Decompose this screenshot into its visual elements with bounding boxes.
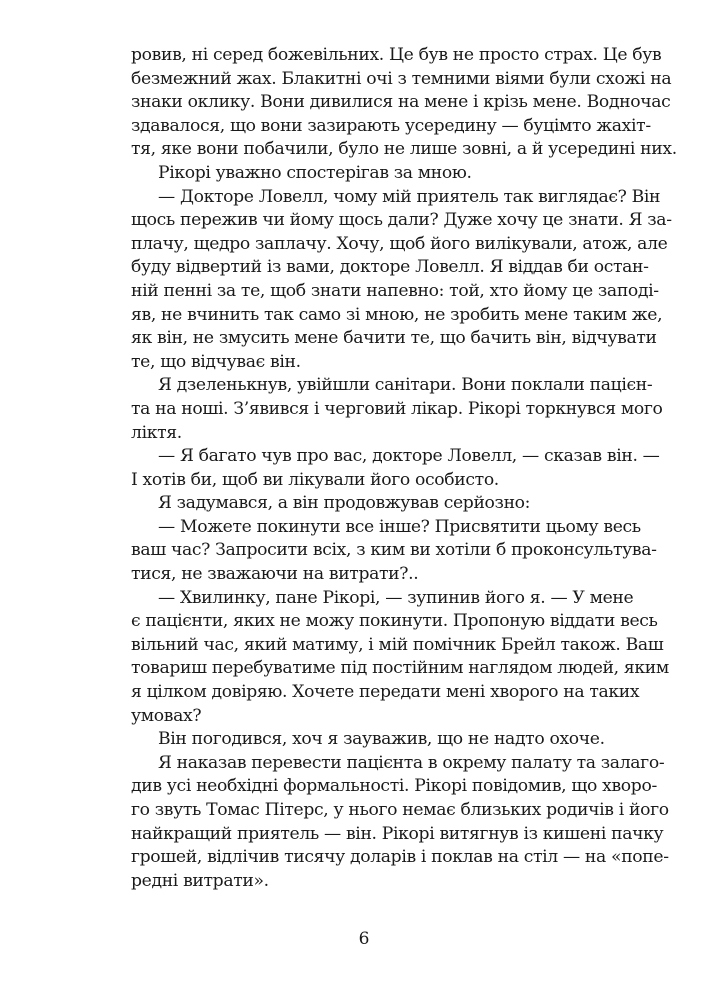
text-line: ваш час? Запросити всіх, з ким ви хотіли б проконсультува- [131, 540, 657, 561]
text-line: товариш перебуватиме під постійним наглядом людей, яким [131, 658, 669, 679]
text-line: ній пенні за те, щоб знати напевно: той, хто йому це заподі- [131, 280, 659, 301]
text-line: ліктя. [131, 422, 182, 443]
text-line: плачу, щедро заплачу. Хочу, щоб його вилікували, атож, але [131, 233, 668, 254]
text-line: — Хвилинку, пане Рікорі, — зупинив його я. — У мене [158, 587, 634, 608]
text-line: Він погодився, хоч я зауважив, що не надто охоче. [158, 729, 605, 750]
text-line: грошей, відлічив тисячу доларів і поклав на стіл — на «попе- [131, 847, 669, 868]
text-line: — Я багато чув про вас, докторе Ловелл, — сказав він. — [158, 446, 660, 467]
text-line: — Докторе Ловелл, чому мій приятель так виглядає? Він [158, 186, 661, 207]
text-line: є пацієнти, яких не можу покинути. Пропоную віддати весь [131, 611, 658, 632]
page-body-text [131, 44, 677, 893]
text-line: здавалося, що вони зазирають усередину — буцімто жахіт- [131, 115, 651, 136]
text-line: Я дзеленькнув, увійшли санітари. Вони поклали пацієн- [158, 375, 653, 396]
text-line: найкращий приятель — він. Рікорі витягнув із кишені пачку [131, 823, 664, 844]
text-line: яв, не вчинить так само зі мною, не зробить мене таким же, [131, 304, 663, 325]
text-line: тя, яке вони побачили, було не лише зовні, а й усередині них. [131, 139, 677, 160]
text-line: Рікорі уважно спостерігав за мною. [158, 162, 472, 183]
text-line: — Можете покинути все інше? Присвятити цьому весь [158, 516, 641, 537]
text-line: умовах? [131, 705, 202, 726]
text-line: Я наказав перевести пацієнта в окрему палату та залаго- [158, 752, 665, 773]
text-line: Я задумався, а він продовжував серйозно: [158, 493, 531, 514]
text-line: редні витрати». [131, 870, 269, 891]
text-line: тися, не зважаючи на витрати?.. [131, 564, 419, 585]
page-number: 6 [358, 929, 370, 949]
text-line: го звуть Томас Пітерс, у нього немає близьких родичів і його [131, 800, 669, 820]
text-line: знаки оклику. Вони дивилися на мене і крізь мене. Водночас [131, 92, 671, 113]
text-line: безмежний жах. Блакитні очі з темними віями були схожі на [131, 68, 672, 89]
text-line: та на ноші. З’явився і черговий лікар. Рікорі торкнувся мого [131, 398, 663, 419]
text-line: І хотів би, щоб ви лікували його особисто. [131, 469, 499, 490]
text-line: щось пережив чи йому щось дали? Дуже хочу це знати. Я за- [131, 210, 672, 231]
text-line: те, що відчуває він. [131, 351, 301, 372]
text-line: як він, не змусить мене бачити те, що бачить він, відчувати [131, 328, 657, 349]
text-line: буду відвертий із вами, докторе Ловелл. Я віддав би остан- [131, 257, 649, 278]
text-line: вільний час, який матиму, і мій помічник Брейл також. Ваш [131, 634, 664, 655]
text-line: ровив, ні серед божевільних. Це був не просто страх. Це був [131, 45, 662, 65]
text-line: див усі необхідні формальності. Рікорі повідомив, що хворо- [131, 776, 657, 797]
text-line: я цілком довіряю. Хочете передати мені хворого на таких [131, 682, 640, 703]
